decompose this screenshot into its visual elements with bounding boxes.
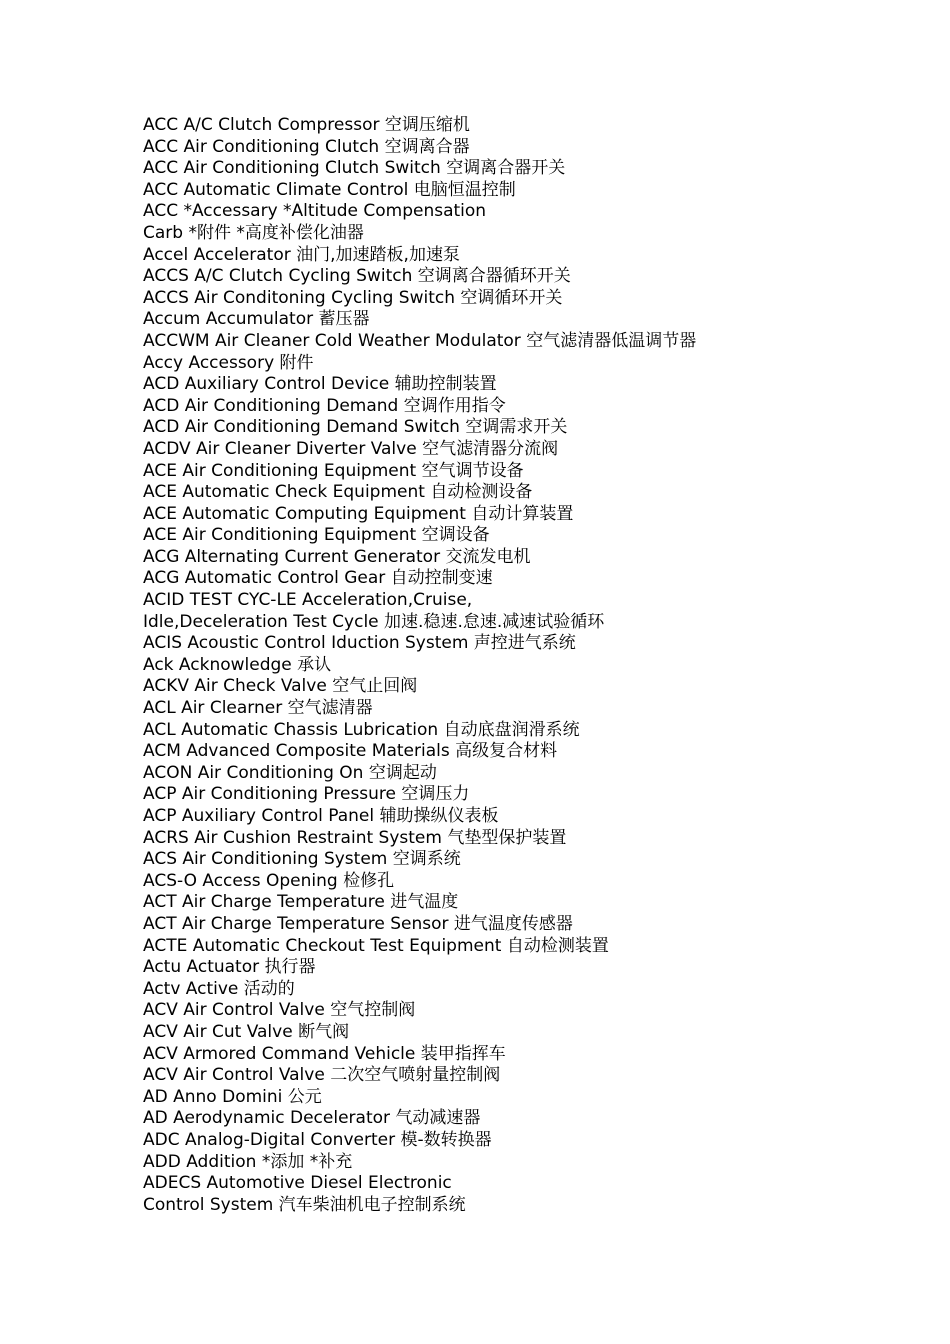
glossary-line: Control System 汽车柴油机电子控制系统 xyxy=(143,1194,466,1215)
glossary-line: ACE Automatic Check Equipment 自动检测设备 xyxy=(143,482,533,503)
glossary-line: ACD Auxiliary Control Device 辅助控制装置 xyxy=(143,374,497,395)
glossary-line: ACV Air Cut Valve 断气阀 xyxy=(143,1021,350,1042)
glossary-line: ACP Auxiliary Control Panel 辅助操纵仪表板 xyxy=(143,806,499,826)
glossary-line: ACT Air Charge Temperature 进气温度 xyxy=(143,892,459,913)
glossary-line: ACL Automatic Chassis Lubrication 自动底盘润滑系统 xyxy=(143,719,580,740)
glossary-line: ACD Air Conditioning Demand Switch 空调需求开关 xyxy=(143,417,568,438)
glossary-line: ACID TEST CYC-LE Acceleration,Cruise, xyxy=(143,590,473,611)
glossary-line: ACE Air Conditioning Equipment 空调设备 xyxy=(143,525,490,546)
glossary-line: Carb *附件 *高度补偿化油器 xyxy=(143,222,364,243)
glossary-line: ACC A/C Clutch Compressor 空调压缩机 xyxy=(143,115,470,135)
glossary-line: ADECS Automotive Diesel Electronic xyxy=(143,1173,452,1194)
glossary-line: ACCS Air Conditoning Cycling Switch 空调循环开关 xyxy=(143,287,563,308)
glossary-line: ACP Air Conditioning Pressure 空调压力 xyxy=(143,784,470,805)
glossary-line: AD Anno Domini 公元 xyxy=(143,1086,322,1107)
glossary-line: ACM Advanced Composite Materials 高级复合材料 xyxy=(143,741,558,762)
glossary-line: ACC Air Conditioning Clutch 空调离合器 xyxy=(143,136,470,157)
glossary-line: ACT Air Charge Temperature Sensor 进气温度传感器 xyxy=(143,913,573,934)
glossary-line: ACTE Automatic Checkout Test Equipment 自动检测装置 xyxy=(143,935,609,956)
glossary-line: Accum Accumulator 蓄压器 xyxy=(143,309,370,330)
glossary-line: ACKV Air Check Valve 空气止回阀 xyxy=(143,676,418,697)
glossary-line: ACRS Air Cushion Restraint System 气垫型保护装置 xyxy=(143,827,567,848)
glossary-line: ACC Automatic Climate Control 电脑恒温控制 xyxy=(143,179,516,200)
glossary-line: Accel Accelerator 油门,加速踏板,加速泵 xyxy=(143,244,460,265)
glossary-line: AD Aerodynamic Decelerator 气动减速器 xyxy=(143,1108,481,1129)
glossary-line: ACV Air Control Valve 二次空气喷射量控制阀 xyxy=(143,1065,501,1086)
glossary-line: ACS Air Conditioning System 空调系统 xyxy=(143,849,461,870)
glossary-line: ADD Addition *添加 *补充 xyxy=(143,1151,353,1172)
glossary-line: ADC Analog-Digital Converter 模-数转换器 xyxy=(143,1129,492,1150)
glossary-line: Actv Active 活动的 xyxy=(143,978,295,999)
glossary-line: ACDV Air Cleaner Diverter Valve 空气滤清器分流阀 xyxy=(143,438,559,459)
glossary-line: ACCS A/C Clutch Cycling Switch 空调离合器循环开关 xyxy=(143,266,571,287)
glossary-line: ACCWM Air Cleaner Cold Weather Modulator 空气滤清器低温调节器 xyxy=(143,330,697,351)
glossary-line: ACON Air Conditioning On 空调起动 xyxy=(143,762,437,783)
glossary-line: ACE Automatic Computing Equipment 自动计算装置 xyxy=(143,503,574,524)
glossary-line: Accy Accessory 附件 xyxy=(143,352,314,373)
glossary-line: ACC *Accessary *Altitude Compensation xyxy=(143,201,487,222)
glossary-line: ACE Air Conditioning Equipment 空气调节设备 xyxy=(143,460,524,481)
glossary-line: ACC Air Conditioning Clutch Switch 空调离合器开关 xyxy=(143,158,566,179)
glossary-list xyxy=(143,115,923,1216)
glossary-line: Ack Acknowledge 承认 xyxy=(143,654,332,675)
glossary-line: Actu Actuator 执行器 xyxy=(143,957,316,978)
glossary-line: ACIS Acoustic Control Iduction System 声控进气系统 xyxy=(143,633,576,654)
glossary-line: ACV Air Control Valve 空气控制阀 xyxy=(143,1000,416,1021)
glossary-line: Idle,Deceleration Test Cycle 加速.稳速.怠速.减速试验循环 xyxy=(143,611,605,632)
glossary-line: ACD Air Conditioning Demand 空调作用指令 xyxy=(143,395,506,416)
glossary-line: ACG Automatic Control Gear 自动控制变速 xyxy=(143,568,493,589)
glossary-line: ACV Armored Command Vehicle 装甲指挥车 xyxy=(143,1043,506,1064)
glossary-line: ACG Alternating Current Generator 交流发电机 xyxy=(143,546,531,567)
glossary-line: ACS-O Access Opening 检修孔 xyxy=(143,870,395,891)
glossary-line: ACL Air Clearner 空气滤清器 xyxy=(143,698,373,719)
